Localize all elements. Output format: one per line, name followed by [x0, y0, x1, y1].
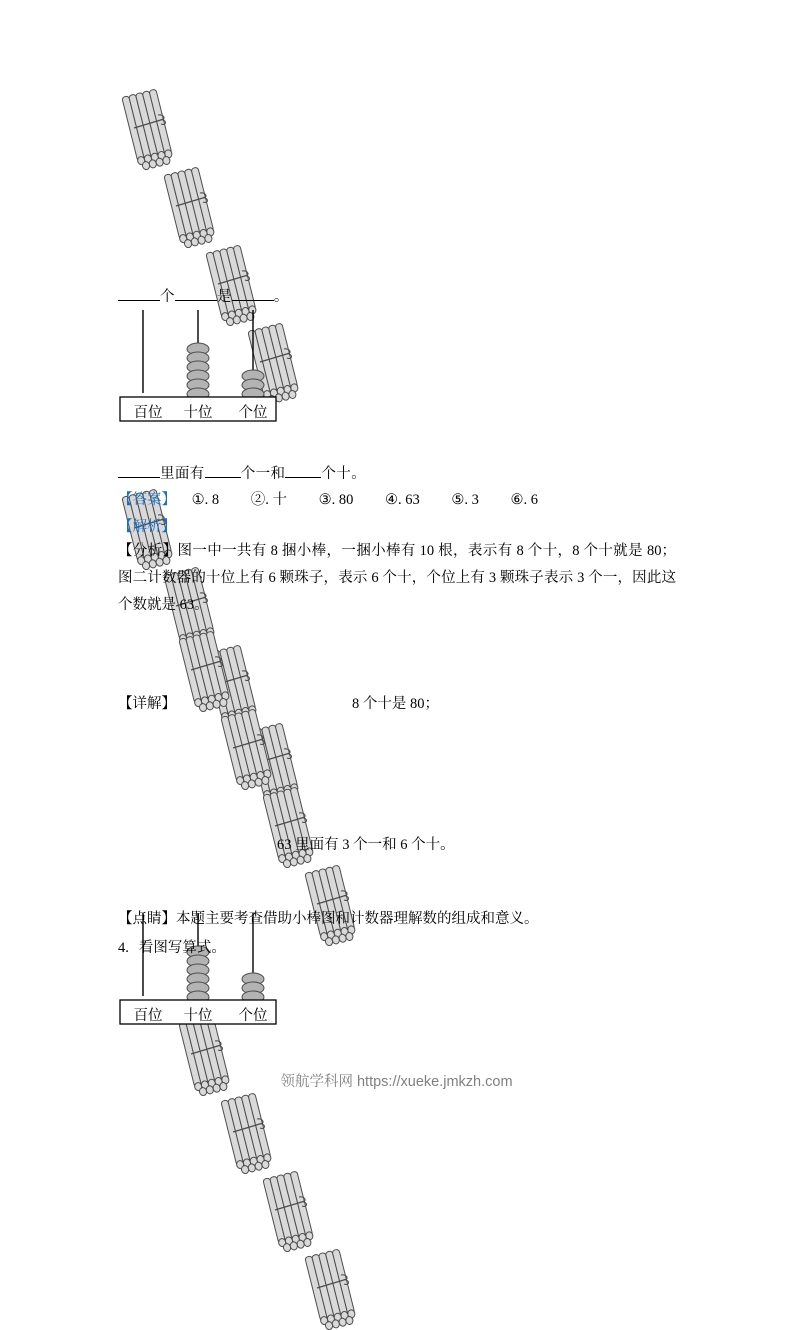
summary-line: [118, 907, 539, 928]
stick-bundle: [259, 1170, 313, 1248]
analysis-label: 【分析】: [118, 543, 178, 559]
counter-label-hundreds: 百位: [133, 1008, 163, 1024]
answer-item-5: ⑤. 3: [451, 492, 479, 508]
stick-bundle: [175, 630, 229, 708]
answer-item-1: ①. 8: [191, 492, 220, 508]
summary-label: 【点睛】: [118, 911, 176, 927]
period-label: 。: [273, 289, 289, 305]
counter-label-tens: 十位: [183, 1008, 213, 1024]
bundles-figure-top: [118, 88, 318, 258]
counter-label-hundreds: 百位: [133, 405, 163, 421]
answer-blank[interactable]: [285, 463, 321, 479]
answer-label: 【答案】: [118, 492, 176, 508]
stick-bundle: [118, 88, 172, 166]
summary-text: 本题主要考查借助小棒图和计数器理解数的组成和意义。: [176, 911, 539, 927]
stick-bundle: [301, 1248, 355, 1326]
answer-item-3: ③. 80: [318, 492, 354, 508]
stick-bundle: [160, 166, 214, 244]
bundles-figure-detail: [175, 630, 375, 800]
answer-item-6: ⑥. 6: [510, 492, 538, 508]
ones-and-label: 个一和: [240, 466, 286, 482]
stick-bundle: [217, 708, 271, 786]
counter-label-ones: 个位: [238, 1008, 268, 1024]
inside-has-label: 里面有: [160, 466, 205, 482]
explanation-label: 【解析】: [118, 519, 176, 535]
tens-label: 个十。: [321, 466, 367, 482]
analysis-text: 图一中一共有 8 捆小棒，一捆小棒有 10 根，表示有 8 个十，8 个十就是 80；图二计数器的十位上有 6 颗珠子，表示 6 个十，个位上有 3 颗珠子表示 3 个一，因此这个数就是 63。: [118, 543, 677, 613]
stick-bundle: [217, 1092, 271, 1170]
answer-blank[interactable]: [232, 286, 274, 302]
detail-label: 【详解】: [118, 696, 176, 712]
place-value-counter-1: [118, 305, 793, 428]
answer-blank[interactable]: [175, 286, 217, 302]
question-number: 4.: [118, 940, 129, 956]
footer-watermark: 领航学科网 https://xueke.jmkzh.com: [280, 1074, 513, 1090]
is-label: 是: [216, 289, 232, 305]
answer-blank[interactable]: [118, 463, 160, 479]
answer-blank[interactable]: [118, 286, 160, 302]
next-question-line: [118, 936, 226, 957]
counter-label-ones: 个位: [238, 405, 268, 421]
detail-caption-2: 63 里面有 3 个一和 6 个十。: [277, 837, 455, 853]
answer-item-4: ④. 63: [385, 492, 420, 508]
counter-label-tens: 十位: [183, 405, 213, 421]
fill-blank-line-1: [118, 285, 289, 306]
question-text: 看图写算式。: [138, 940, 226, 956]
fill-blank-line-2: [118, 462, 366, 483]
analysis-paragraph: [118, 538, 676, 619]
unit-label-ge: 个: [160, 289, 175, 305]
detail-caption-1: 8 个十是 80；: [352, 696, 439, 712]
answer-row: [118, 488, 538, 509]
answer-item-2: ②. 十: [250, 492, 287, 508]
answer-blank[interactable]: [205, 463, 241, 479]
